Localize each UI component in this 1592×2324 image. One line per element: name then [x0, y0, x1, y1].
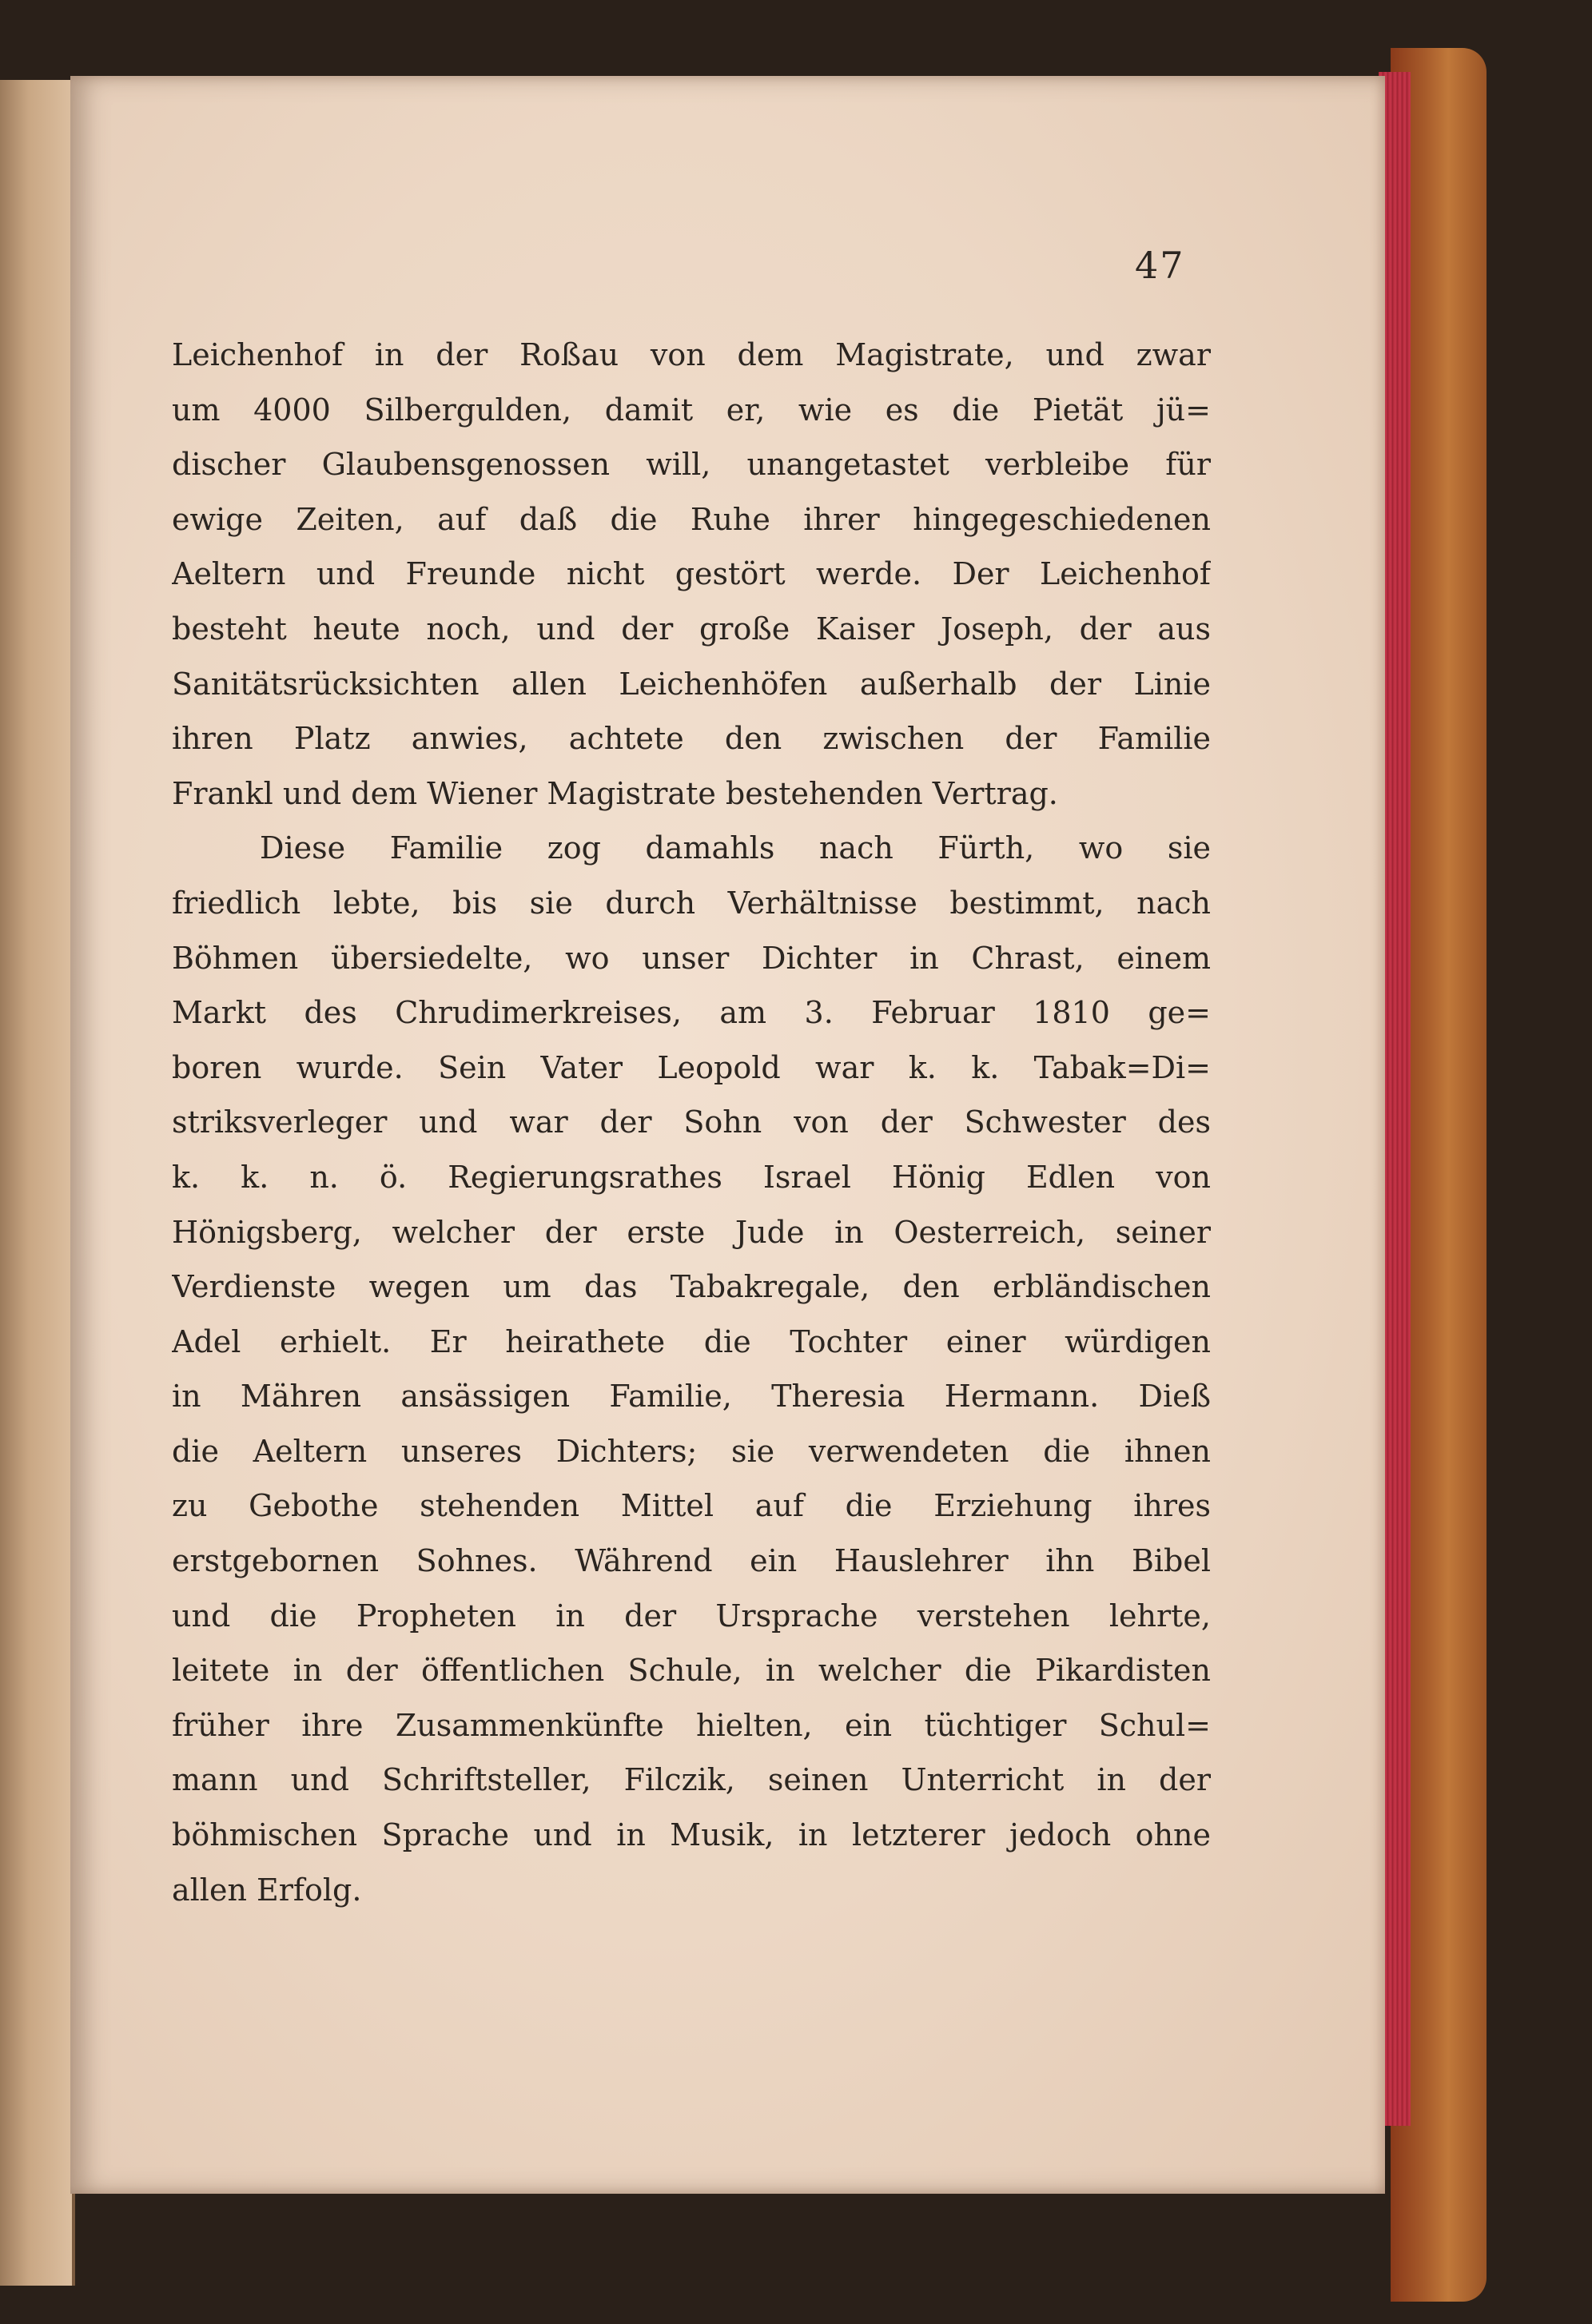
text-line: friedlich lebte, bis sie durch Verhältnisse bestimmt, nach [172, 885, 1211, 921]
text-line: striksverleger und war der Sohn von der Schwester des [172, 1104, 1211, 1140]
adjacent-page-edge [0, 80, 75, 2286]
text-line: in Mähren ansässigen Familie, Theresia Hermann. Dieß [172, 1379, 1211, 1415]
text-line: Diese Familie zog damahls nach Fürth, wo sie [260, 830, 1211, 866]
text-line: Frankl und dem Wiener Magistrate bestehenden Vertrag. [172, 775, 1058, 811]
text-line: böhmischen Sprache und in Musik, in letzterer jedoch ohne [172, 1817, 1211, 1853]
text-line: erstgebornen Sohnes. Während ein Hauslehrer ihn Bibel [172, 1543, 1211, 1579]
text-line: um 4000 Silbergulden, damit er, wie es die Pietät jü= [172, 392, 1211, 428]
text-line: Aeltern und Freunde nicht gestört werde. Der Leichenhof [172, 556, 1211, 592]
text-line: ewige Zeiten, auf daß die Ruhe ihrer hingegeschiedenen [172, 501, 1211, 537]
text-line: k. k. n. ö. Regierungsrathes Israel Hönig Edlen von [172, 1159, 1211, 1195]
text-line: besteht heute noch, und der große Kaiser Joseph, der aus [172, 611, 1211, 647]
text-line: die Aeltern unseres Dichters; sie verwendeten die ihnen [172, 1433, 1211, 1469]
text-line: boren wurde. Sein Vater Leopold war k. k. Tabak=Di= [172, 1049, 1211, 1085]
text-line: leitete in der öffentlichen Schule, in welcher die Pikardisten [172, 1653, 1211, 1689]
text-line: Leichenhof in der Roßau von dem Magistrate, und zwar [172, 337, 1211, 372]
page-number: 47 [1135, 244, 1185, 287]
text-line: Markt des Chrudimerkreises, am 3. Februar 1810 ge= [172, 995, 1211, 1031]
text-line: Sanitätsrücksichten allen Leichenhöfen außerhalb der Linie [172, 666, 1211, 702]
text-line: ihren Platz anwies, achtete den zwischen der Familie [172, 721, 1211, 757]
text-line: und die Propheten in der Ursprache verstehen lehrte, [172, 1598, 1211, 1634]
text-line: Böhmen übersiedelte, wo unser Dichter in Chrast, einem [172, 940, 1211, 976]
body-text [172, 328, 1211, 1917]
text-line: früher ihre Zusammenkünfte hielten, ein tüchtiger Schul= [172, 1707, 1211, 1743]
text-line: mann und Schriftsteller, Filczik, seinen Unterricht in der [172, 1762, 1211, 1798]
text-line: Hönigsberg, welcher der erste Jude in Oesterreich, seiner [172, 1214, 1211, 1250]
text-line: Adel erhielt. Er heirathete die Tochter einer würdigen [172, 1323, 1211, 1359]
text-line: discher Glaubensgenossen will, unangetastet verbleibe für [172, 447, 1211, 483]
text-line: allen Erfolg. [172, 1872, 362, 1908]
text-line: Verdienste wegen um das Tabakregale, den erbländischen [172, 1269, 1211, 1305]
text-line: zu Gebothe stehenden Mittel auf die Erziehung ihres [172, 1488, 1211, 1524]
